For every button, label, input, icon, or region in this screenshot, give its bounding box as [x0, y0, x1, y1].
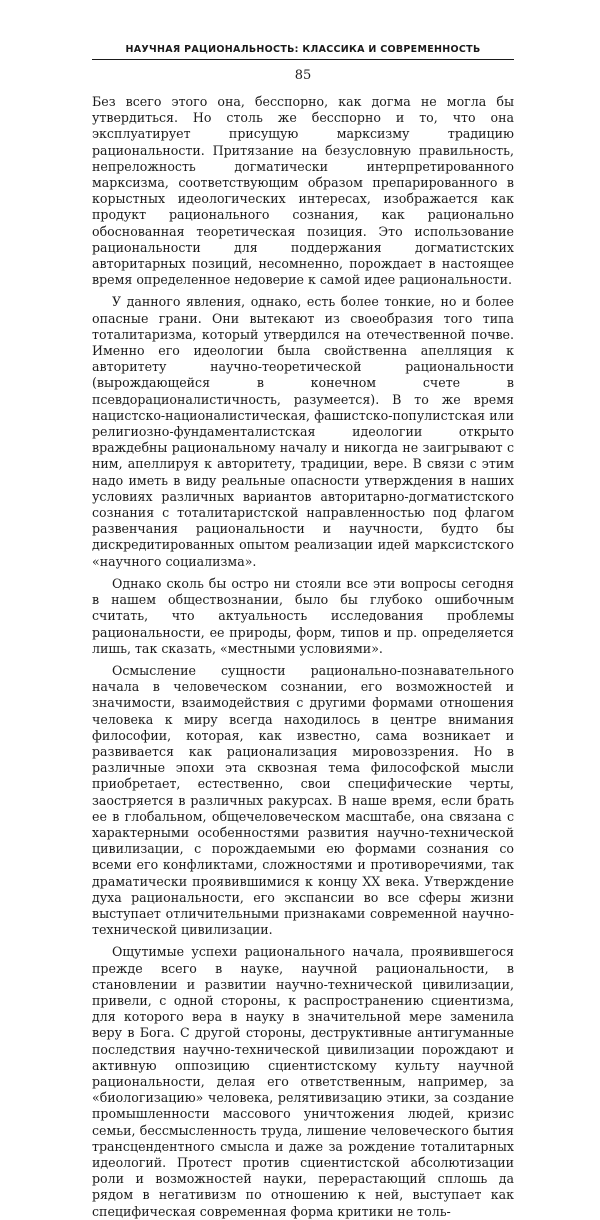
paragraph: Ощутимые успехи рационального начала, проявившегося прежде всего в науке, научной рациональности, в становлении и развитии научно-технической цивилизации, привели, с одной стороны, к распространению сциентизма, для которого вера в науку в значительной мере заменила веру в Бога. С другой стороны, деструктивные антигуманные последствия научно-технической цивилизации порождают и активную оппозицию сциентистскому культу научной рациональности, делая его ответственным, например, за «биологизацию» человека, релятивизацию этики, за создание промышленности массового уничтожения людей, кризис семьи, бессмысленность труда, лишение человеческого бытия трансцендентного смысла и даже за рождение тоталитарных идеологий. Протест против сциентистской абсолютизации роли и возможностей науки, перерастающий сплошь да рядом в негативизм по отношению к ней, выступает как специфическая современная форма критики не толь- [92, 944, 514, 1219]
body-text [92, 94, 514, 1220]
book-page [92, 44, 514, 1220]
running-title: НАУЧНАЯ РАЦИОНАЛЬНОСТЬ: КЛАССИКА И СОВРЕМЕННОСТЬ [92, 44, 514, 60]
paragraph: Без всего этого она, бесспорно, как догма не могла бы утвердиться. Но столь же бесспорно и то, что она эксплуатирует присущую марксизму традицию рациональности. Притязание на безусловную правильность, непреложность догматически интерпретированного марксизма, соответствующим образом препарированного в корыстных идеологических интересах, изображается как продукт рационального сознания, как рационально обоснованная теоретическая позиция. Это использование рациональности для поддержания догматистских авторитарных позиций, несомненно, порождает в настоящее время определенное недоверие к самой идее рациональности. [92, 94, 514, 288]
paragraph: Однако сколь бы остро ни стояли все эти вопросы сегодня в нашем обществознании, было бы глубоко ошибочным считать, что актуальность исследования проблемы рациональности, ее природы, форм, типов и пр. определяется лишь, так сказать, «местными условиями». [92, 575, 514, 656]
page-number: 85 [294, 68, 312, 83]
paragraph: Осмысление сущности рационально-познавательного начала в человеческом сознании, его возможностей и значимости, взаимодействия с другими формами отношения человека к миру всегда находилось в центре внимания философии, которая, как известно, сама возникает и развивается как рационализация мировоззрения. Но в различные эпохи эта сквозная тема философской мысли приобретает, естественно, свои специфические черты, заостряется в различных ракурсах. В наше время, если брать ее в глобальном, общечеловеческом масштабе, она связана с характерными особенностями развития научно-технической цивилизации, с порождаемыми ею формами сознания со всеми его конфликтами, сложностями и противоречиями, так драматически проявившимися к концу XX века. Утверждение духа рациональности, его экспансии во все сферы жизни выступает отличительными признаками современной научно-технической цивилизации. [92, 662, 514, 938]
paragraph: У данного явления, однако, есть более тонкие, но и более опасные грани. Они вытекают из своеобразия того типа тоталитаризма, который утвердился на отечественной почве. Именно его идеологии была свойственна апелляция к авторитету научно-теоретической рациональности (вырождающейся в конечном счете в псевдорационалистичность, разумеется). В то же время нацистско-националистическая, фашистско-популистская или религиозно-фундаменталистская идеологии открыто враждебны рациональному началу и никогда не заигрывают с ним, апеллируя к авторитету, традиции, вере. В связи с этим надо иметь в виду реальные опасности утверждения в наших условиях различных вариантов авторитарно-догматистского сознания с тоталитаристской направленностью под флагом развенчания рациональности и научности, будто бы дискредитированных опытом реализации идей марксистского «научного социализма». [92, 294, 514, 569]
